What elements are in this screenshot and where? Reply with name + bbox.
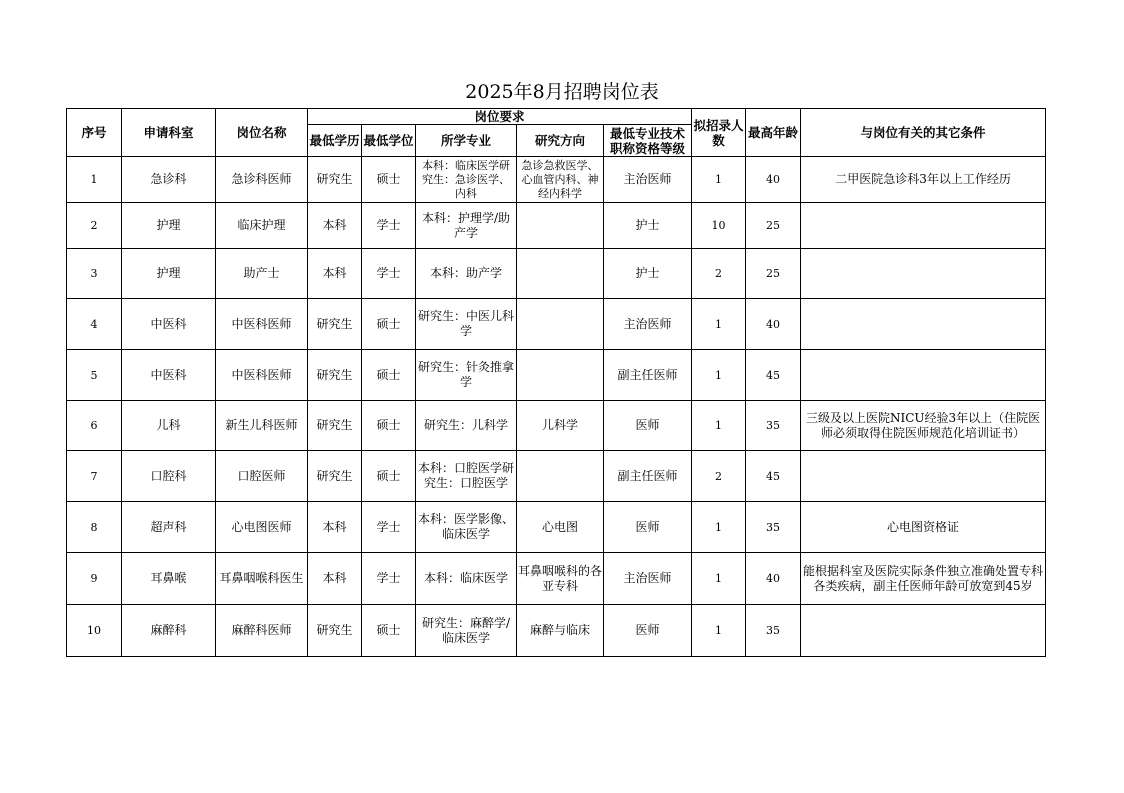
cell-max-age: 40 xyxy=(746,553,801,605)
cell-degree: 学士 xyxy=(362,249,416,299)
cell-major: 本科：助产学 xyxy=(416,249,517,299)
cell-major: 本科：口腔医学研究生：口腔医学 xyxy=(416,451,517,502)
table-row xyxy=(67,203,1046,249)
cell-other xyxy=(801,451,1046,502)
cell-planned: 2 xyxy=(692,249,746,299)
table-row xyxy=(67,157,1046,203)
cell-title-level: 主治医师 xyxy=(604,299,692,350)
cell-education: 本科 xyxy=(308,553,362,605)
cell-education: 研究生 xyxy=(308,605,362,657)
cell-title-level: 主治医师 xyxy=(604,553,692,605)
cell-position: 中医科医师 xyxy=(216,350,308,401)
cell-research: 心电图 xyxy=(517,502,604,553)
cell-title-level: 主治医师 xyxy=(604,157,692,203)
cell-seq: 5 xyxy=(67,350,122,401)
recruitment-table xyxy=(66,108,1046,657)
cell-degree: 硕士 xyxy=(362,451,416,502)
cell-seq: 6 xyxy=(67,401,122,451)
cell-planned: 1 xyxy=(692,553,746,605)
cell-seq: 7 xyxy=(67,451,122,502)
cell-other: 二甲医院急诊科3年以上工作经历 xyxy=(801,157,1046,203)
header-max-age: 最高年龄 xyxy=(746,109,801,157)
cell-major: 本科：医学影像、临床医学 xyxy=(416,502,517,553)
table-row xyxy=(67,350,1046,401)
cell-max-age: 25 xyxy=(746,203,801,249)
header-planned: 拟招录人数 xyxy=(692,109,746,157)
cell-education: 研究生 xyxy=(308,157,362,203)
header-requirements: 岗位要求 xyxy=(308,109,692,125)
cell-department: 急诊科 xyxy=(122,157,216,203)
cell-research xyxy=(517,451,604,502)
cell-max-age: 45 xyxy=(746,451,801,502)
cell-title-level: 医师 xyxy=(604,401,692,451)
cell-planned: 1 xyxy=(692,299,746,350)
header-other: 与岗位有关的其它条件 xyxy=(801,109,1046,157)
cell-seq: 1 xyxy=(67,157,122,203)
cell-other xyxy=(801,299,1046,350)
cell-position: 口腔医师 xyxy=(216,451,308,502)
cell-position: 新生儿科医师 xyxy=(216,401,308,451)
cell-position: 心电图医师 xyxy=(216,502,308,553)
cell-department: 护理 xyxy=(122,249,216,299)
cell-research: 急诊急救医学、心血管内科、神经内科学 xyxy=(517,157,604,203)
cell-major: 本科：护理学/助产学 xyxy=(416,203,517,249)
cell-department: 超声科 xyxy=(122,502,216,553)
cell-planned: 1 xyxy=(692,401,746,451)
cell-degree: 硕士 xyxy=(362,157,416,203)
header-min-degree: 最低学位 xyxy=(362,125,416,157)
header-major: 所学专业 xyxy=(416,125,517,157)
cell-planned: 1 xyxy=(692,157,746,203)
cell-other xyxy=(801,605,1046,657)
cell-other: 心电图资格证 xyxy=(801,502,1046,553)
cell-title-level: 副主任医师 xyxy=(604,451,692,502)
cell-department: 中医科 xyxy=(122,299,216,350)
header-department: 申请科室 xyxy=(122,109,216,157)
table-row xyxy=(67,553,1046,605)
header-title-level: 最低专业技术职称资格等级 xyxy=(604,125,692,157)
cell-research: 麻醉与临床 xyxy=(517,605,604,657)
cell-seq: 4 xyxy=(67,299,122,350)
cell-education: 研究生 xyxy=(308,350,362,401)
cell-position: 麻醉科医师 xyxy=(216,605,308,657)
cell-seq: 10 xyxy=(67,605,122,657)
header-research: 研究方向 xyxy=(517,125,604,157)
cell-seq: 2 xyxy=(67,203,122,249)
header-min-education: 最低学历 xyxy=(308,125,362,157)
cell-other xyxy=(801,249,1046,299)
cell-research xyxy=(517,299,604,350)
cell-title-level: 护士 xyxy=(604,203,692,249)
cell-education: 研究生 xyxy=(308,299,362,350)
cell-major: 本科：临床医学研究生：急诊医学、内科 xyxy=(416,157,517,203)
cell-position: 急诊科医师 xyxy=(216,157,308,203)
header-seq: 序号 xyxy=(67,109,122,157)
table-row xyxy=(67,249,1046,299)
cell-position: 临床护理 xyxy=(216,203,308,249)
cell-title-level: 医师 xyxy=(604,605,692,657)
table-row xyxy=(67,451,1046,502)
cell-seq: 8 xyxy=(67,502,122,553)
cell-max-age: 40 xyxy=(746,157,801,203)
table-row xyxy=(67,605,1046,657)
cell-major: 研究生：麻醉学/临床医学 xyxy=(416,605,517,657)
cell-department: 耳鼻喉 xyxy=(122,553,216,605)
cell-title-level: 医师 xyxy=(604,502,692,553)
page-title: 2025年8月招聘岗位表 xyxy=(465,81,659,103)
cell-planned: 2 xyxy=(692,451,746,502)
cell-other: 三级及以上医院NICU经验3年以上（住院医师必须取得住院医师规范化培训证书） xyxy=(801,401,1046,451)
cell-max-age: 35 xyxy=(746,401,801,451)
cell-max-age: 25 xyxy=(746,249,801,299)
cell-major: 研究生：中医儿科学 xyxy=(416,299,517,350)
cell-research xyxy=(517,203,604,249)
cell-major: 研究生：针灸推拿学 xyxy=(416,350,517,401)
cell-education: 研究生 xyxy=(308,451,362,502)
cell-planned: 1 xyxy=(692,350,746,401)
cell-education: 研究生 xyxy=(308,401,362,451)
cell-max-age: 35 xyxy=(746,502,801,553)
cell-research xyxy=(517,350,604,401)
cell-planned: 10 xyxy=(692,203,746,249)
cell-degree: 硕士 xyxy=(362,299,416,350)
cell-degree: 学士 xyxy=(362,553,416,605)
cell-title-level: 护士 xyxy=(604,249,692,299)
cell-major: 研究生：儿科学 xyxy=(416,401,517,451)
cell-position: 耳鼻咽喉科医生 xyxy=(216,553,308,605)
table-body xyxy=(67,157,1046,657)
cell-seq: 3 xyxy=(67,249,122,299)
cell-max-age: 35 xyxy=(746,605,801,657)
cell-education: 本科 xyxy=(308,203,362,249)
cell-major: 本科：临床医学 xyxy=(416,553,517,605)
cell-max-age: 40 xyxy=(746,299,801,350)
cell-planned: 1 xyxy=(692,502,746,553)
cell-degree: 硕士 xyxy=(362,605,416,657)
cell-other xyxy=(801,203,1046,249)
cell-position: 助产士 xyxy=(216,249,308,299)
header-position: 岗位名称 xyxy=(216,109,308,157)
cell-other xyxy=(801,350,1046,401)
cell-degree: 硕士 xyxy=(362,350,416,401)
cell-department: 麻醉科 xyxy=(122,605,216,657)
cell-seq: 9 xyxy=(67,553,122,605)
cell-research: 儿科学 xyxy=(517,401,604,451)
cell-planned: 1 xyxy=(692,605,746,657)
cell-department: 中医科 xyxy=(122,350,216,401)
cell-research xyxy=(517,249,604,299)
cell-education: 本科 xyxy=(308,249,362,299)
cell-degree: 硕士 xyxy=(362,401,416,451)
cell-department: 口腔科 xyxy=(122,451,216,502)
cell-department: 儿科 xyxy=(122,401,216,451)
cell-department: 护理 xyxy=(122,203,216,249)
table-row xyxy=(67,502,1046,553)
table-row xyxy=(67,401,1046,451)
cell-other: 能根据科室及医院实际条件独立准确处置专科各类疾病，副主任医师年龄可放宽到45岁 xyxy=(801,553,1046,605)
cell-title-level: 副主任医师 xyxy=(604,350,692,401)
cell-position: 中医科医师 xyxy=(216,299,308,350)
table-row xyxy=(67,299,1046,350)
cell-education: 本科 xyxy=(308,502,362,553)
cell-research: 耳鼻咽喉科的各亚专科 xyxy=(517,553,604,605)
cell-degree: 学士 xyxy=(362,203,416,249)
cell-degree: 学士 xyxy=(362,502,416,553)
cell-max-age: 45 xyxy=(746,350,801,401)
